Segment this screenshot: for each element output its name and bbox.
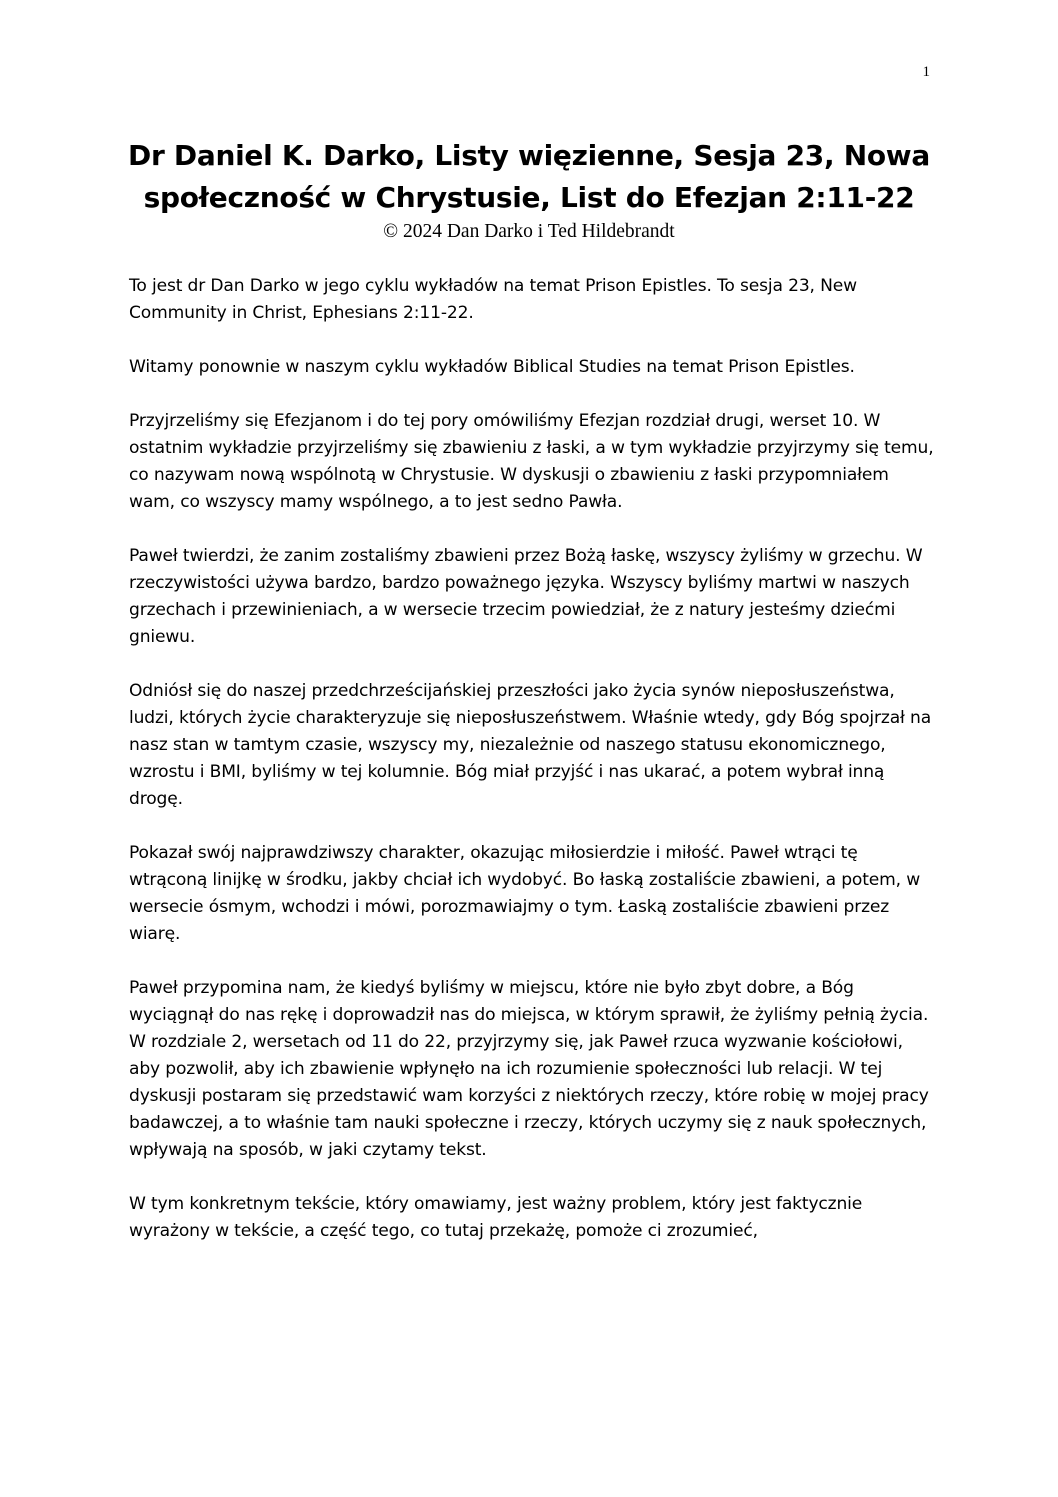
document-title xyxy=(100,135,958,219)
paragraph: Pokazał swój najprawdziwszy charakter, okazując miłosierdzie i miłość. Paweł wtrąci tę wtrąconą linijkę w środku, jakby chciał ich wydobyć. Bo łaską zostaliście zbawieni, a potem, w wersecie ósmym, wchodzi i mówi, porozmawiajmy o tym. Łaską zostaliście zbawieni przez wiarę. xyxy=(129,843,921,944)
paragraph: Paweł przypomina nam, że kiedyś byliśmy w miejscu, które nie było zbyt dobre, a Bóg wyciągnął do nas rękę i doprowadził nas do miejsca, w którym sprawił, że żyliśmy pełnią życia. W rozdziale 2, wersetach od 11 do 22, przyjrzymy się, jak Paweł rzuca wyzwanie kościołowi, aby pozwolił, aby ich zbawienie wpłynęło na ich rozumienie społeczności lub relacji. W tej dyskusji postaram się przedstawić wam korzyści z niektórych rzeczy, które robię w mojej pracy badawczej, a to właśnie tam nauki społeczne i rzeczy, których uczymy się z nauk społecznych, wpływają na sposób, w jaki czytamy tekst. xyxy=(129,978,929,1160)
paragraph: Paweł twierdzi, że zanim zostaliśmy zbawieni przez Bożą łaskę, wszyscy żyliśmy w grzechu. W rzeczywistości używa bardzo, bardzo poważnego języka. Wszyscy byliśmy martwi w naszych grzechach i przewinieniach, a w wersecie trzecim powiedział, że z natury jesteśmy dziećmi gniewu. xyxy=(129,546,923,647)
paragraph: W tym konkretnym tekście, który omawiamy, jest ważny problem, który jest faktycznie wyrażony w tekście, a część tego, co tutaj przekażę, pomoże ci zrozumieć, xyxy=(129,1194,863,1241)
document-body xyxy=(129,273,935,1272)
paragraph: Witamy ponownie w naszym cyklu wykładów Biblical Studies na temat Prison Epistles. xyxy=(129,357,855,377)
paragraph: Przyjrzeliśmy się Efezjanom i do tej pory omówiliśmy Efezjan rozdział drugi, werset 10. W ostatnim wykładzie przyjrzeliśmy się zbawieniu z łaski, a w tym wykładzie przyjrzymy się temu, co nazywam nową wspólnotą w Chrystusie. W dyskusji o zbawieniu z łaski przypomniałem wam, co wszyscy mamy wspólnego, a to jest sedno Pawła. xyxy=(129,411,934,512)
copyright-line: © 2024 Dan Darko i Ted Hildebrandt xyxy=(383,221,675,242)
paragraph: To jest dr Dan Darko w jego cyklu wykładów na temat Prison Epistles. To sesja 23, New Community in Christ, Ephesians 2:11-22. xyxy=(129,276,857,323)
paragraph: Odniósł się do naszej przedchrześcijańskiej przeszłości jako życia synów nieposłuszeństwa, ludzi, których życie charakteryzuje się nieposłuszeństwem. Właśnie wtedy, gdy Bóg spojrzał na nasz stan w tamtym czasie, wszyscy my, niezależnie od naszego statusu ekonomicznego, wzrostu i BMI, byliśmy w tej kolumnie. Bóg miał przyjść i nas ukarać, a potem wybrał inną drogę. xyxy=(129,681,932,809)
page-number: 1 xyxy=(922,64,930,80)
title-line-1: Dr Daniel K. Darko, Listy więzienne, Sesja 23, Nowa xyxy=(128,139,930,172)
title-line-2: społeczność w Chrystusie, List do Efezjan 2:11-22 xyxy=(143,181,915,214)
